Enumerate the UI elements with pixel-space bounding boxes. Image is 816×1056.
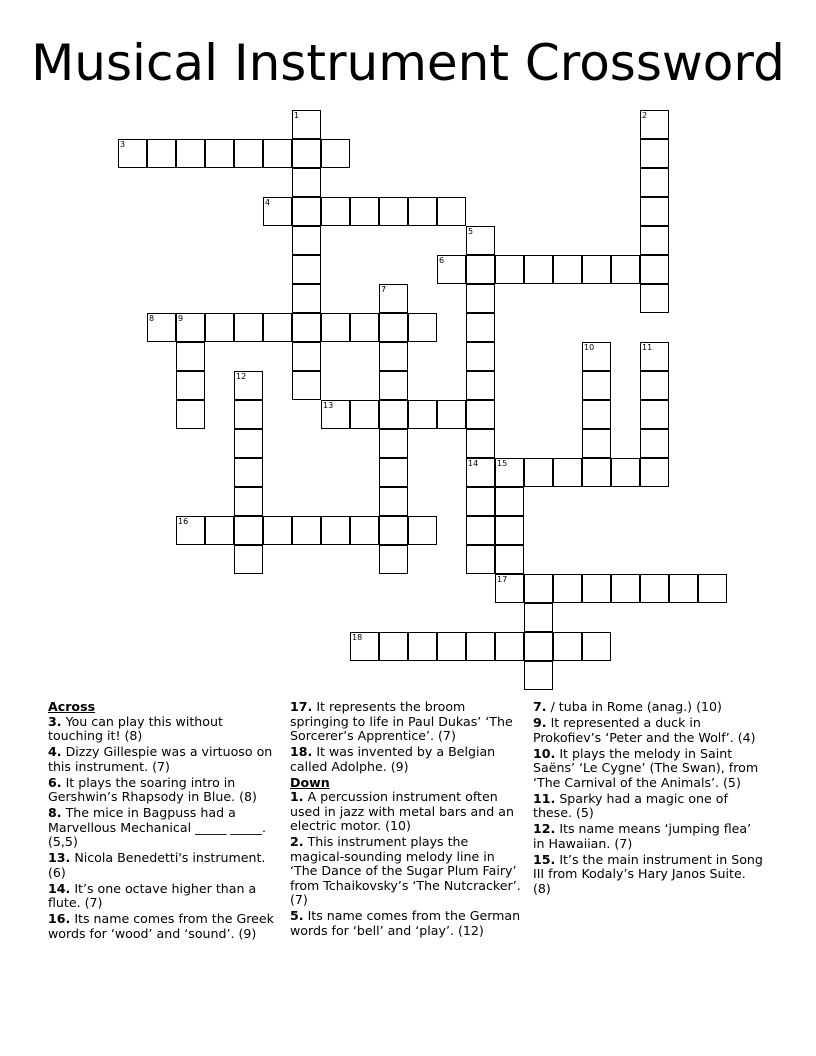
grid-cell[interactable] bbox=[292, 168, 321, 197]
grid-cell[interactable] bbox=[234, 371, 263, 400]
grid-cell[interactable] bbox=[466, 545, 495, 574]
clues-column-1 bbox=[48, 700, 280, 943]
across-clue: 16. Its name comes from the Greek words for ‘wood’ and ‘sound’. (9) bbox=[48, 911, 274, 941]
grid-cell[interactable] bbox=[205, 139, 234, 168]
grid-cell[interactable] bbox=[524, 574, 553, 603]
across-clue: 13. Nicola Benedetti's instrument. (6) bbox=[48, 850, 266, 880]
grid-cell[interactable] bbox=[350, 197, 379, 226]
grid-cell[interactable] bbox=[263, 516, 292, 545]
grid-cell[interactable] bbox=[176, 371, 205, 400]
grid-cell[interactable] bbox=[466, 487, 495, 516]
clue-number: 7 bbox=[381, 285, 387, 294]
grid-cell[interactable] bbox=[321, 139, 350, 168]
grid-cell[interactable] bbox=[611, 574, 640, 603]
grid-cell[interactable] bbox=[234, 516, 263, 545]
grid-cell[interactable] bbox=[640, 371, 669, 400]
grid-cell[interactable] bbox=[437, 197, 466, 226]
grid-cell[interactable] bbox=[640, 139, 669, 168]
grid-cell[interactable] bbox=[147, 139, 176, 168]
grid-cell[interactable] bbox=[524, 603, 553, 632]
grid-cell[interactable] bbox=[176, 139, 205, 168]
grid-cell[interactable] bbox=[524, 632, 553, 661]
grid-cell[interactable] bbox=[495, 458, 524, 487]
grid-cell[interactable] bbox=[350, 313, 379, 342]
grid-cell[interactable] bbox=[495, 545, 524, 574]
grid-cell[interactable] bbox=[437, 255, 466, 284]
grid-cell[interactable] bbox=[582, 255, 611, 284]
grid-cell[interactable] bbox=[408, 400, 437, 429]
grid-cell[interactable] bbox=[640, 255, 669, 284]
grid-cell[interactable] bbox=[669, 574, 698, 603]
down-clue: 12. Its name means ‘jumping flea’ in Hawaiian. (7) bbox=[533, 821, 752, 851]
clue-number: 4 bbox=[265, 198, 271, 207]
grid-cell[interactable] bbox=[292, 139, 321, 168]
grid-cell[interactable] bbox=[437, 632, 466, 661]
grid-cell[interactable] bbox=[698, 574, 727, 603]
grid-cell[interactable] bbox=[176, 342, 205, 371]
clue-number: 18 bbox=[352, 633, 363, 642]
clue-number: 17 bbox=[497, 575, 508, 584]
grid-cell[interactable] bbox=[582, 400, 611, 429]
down-clue: 15. It’s the main instrument in Song III from Kodaly’s Hary Janos Suite. (8) bbox=[533, 851, 763, 896]
grid-cell[interactable] bbox=[234, 458, 263, 487]
grid-cell[interactable] bbox=[379, 516, 408, 545]
grid-cell[interactable] bbox=[350, 516, 379, 545]
grid-cell[interactable] bbox=[176, 400, 205, 429]
grid-cell[interactable] bbox=[640, 458, 669, 487]
grid-cell[interactable] bbox=[205, 516, 234, 545]
grid-cell[interactable] bbox=[495, 632, 524, 661]
down-clue: 11. Sparky had a magic one of these. (5) bbox=[533, 790, 728, 820]
grid-cell[interactable] bbox=[176, 313, 205, 342]
grid-cell[interactable] bbox=[292, 197, 321, 226]
grid-cell[interactable] bbox=[321, 197, 350, 226]
down-clue: 10. It plays the melody in Saint Saëns’ ‘Le Cygne’ (The Swan), from ‘The Carnival of the Animals’. (5) bbox=[533, 745, 759, 790]
clue-number: 5 bbox=[468, 227, 474, 236]
grid-cell[interactable] bbox=[234, 487, 263, 516]
grid-cell[interactable] bbox=[640, 284, 669, 313]
grid-cell[interactable] bbox=[524, 661, 553, 690]
grid-cell[interactable] bbox=[176, 516, 205, 545]
grid-cell[interactable] bbox=[640, 197, 669, 226]
clue-number: 11 bbox=[642, 343, 653, 352]
down-clue: 9. It represented a duck in Prokofiev’s ‘Peter and the Wolf’. (4) bbox=[533, 715, 756, 745]
grid-cell[interactable] bbox=[234, 400, 263, 429]
clue-number: 3 bbox=[120, 140, 126, 149]
grid-cell[interactable] bbox=[350, 632, 379, 661]
grid-cell[interactable] bbox=[466, 226, 495, 255]
grid-cell[interactable] bbox=[466, 458, 495, 487]
grid-cell[interactable] bbox=[466, 400, 495, 429]
grid-cell[interactable] bbox=[321, 400, 350, 429]
clue-number: 10 bbox=[584, 343, 595, 352]
grid-cell[interactable] bbox=[234, 139, 263, 168]
clue-number: 16 bbox=[178, 517, 189, 526]
clue-number: 15 bbox=[497, 459, 508, 468]
grid-cell[interactable] bbox=[582, 574, 611, 603]
across-clue: 8. The mice in Bagpuss had a Marvellous Mechanical _____ _____. (5,5) bbox=[48, 805, 267, 849]
grid-cell[interactable] bbox=[379, 371, 408, 400]
grid-cell[interactable] bbox=[466, 429, 495, 458]
grid-cell[interactable] bbox=[611, 255, 640, 284]
grid-cell[interactable] bbox=[292, 371, 321, 400]
grid-cell[interactable] bbox=[234, 545, 263, 574]
grid-cell[interactable] bbox=[466, 342, 495, 371]
grid-cell[interactable] bbox=[524, 255, 553, 284]
across-clue: 14. It’s one octave higher than a flute. (7) bbox=[48, 880, 257, 910]
grid-cell[interactable] bbox=[379, 545, 408, 574]
grid-cell[interactable] bbox=[466, 255, 495, 284]
grid-cell[interactable] bbox=[379, 284, 408, 313]
grid-cell[interactable] bbox=[234, 313, 263, 342]
clues-column-3 bbox=[533, 700, 765, 898]
page-title: Musical Instrument Crossword bbox=[31, 34, 785, 92]
grid-cell[interactable] bbox=[379, 313, 408, 342]
grid-cell[interactable] bbox=[524, 458, 553, 487]
grid-cell[interactable] bbox=[495, 487, 524, 516]
grid-cell[interactable] bbox=[582, 371, 611, 400]
down-clue: 7. / tuba in Rome (anag.) (10) bbox=[533, 699, 722, 714]
across-clue: 6. It plays the soaring intro in Gershwin’s Rhapsody in Blue. (8) bbox=[48, 774, 257, 804]
grid-cell[interactable] bbox=[321, 516, 350, 545]
grid-cell[interactable] bbox=[437, 400, 466, 429]
grid-cell[interactable] bbox=[292, 516, 321, 545]
grid-cell[interactable] bbox=[379, 400, 408, 429]
across-clue: 3. You can play this without touching it! (8) bbox=[48, 713, 223, 743]
grid-cell[interactable] bbox=[640, 110, 669, 139]
grid-cell[interactable] bbox=[640, 342, 669, 371]
grid-cell[interactable] bbox=[466, 516, 495, 545]
grid-cell[interactable] bbox=[147, 313, 176, 342]
grid-cell[interactable] bbox=[379, 632, 408, 661]
grid-cell[interactable] bbox=[263, 313, 292, 342]
grid-cell[interactable] bbox=[466, 371, 495, 400]
grid-cell[interactable] bbox=[553, 458, 582, 487]
grid-cell[interactable] bbox=[408, 516, 437, 545]
grid-cell[interactable] bbox=[292, 284, 321, 313]
grid-cell[interactable] bbox=[553, 255, 582, 284]
grid-cell[interactable] bbox=[408, 313, 437, 342]
grid-cell[interactable] bbox=[466, 632, 495, 661]
grid-cell[interactable] bbox=[408, 632, 437, 661]
grid-cell[interactable] bbox=[466, 313, 495, 342]
across-clue: 4. Dizzy Gillespie was a virtuoso on this instrument. (7) bbox=[48, 744, 273, 774]
grid-cell[interactable] bbox=[234, 429, 263, 458]
grid-cell[interactable] bbox=[495, 574, 524, 603]
grid-cell[interactable] bbox=[582, 429, 611, 458]
grid-cell[interactable] bbox=[205, 313, 234, 342]
clue-number: 9 bbox=[178, 314, 184, 323]
down-clue: 2. This instrument plays the magical-sounding melody line in ‘The Dance of the Sugar Plum Fairy’ from Tchaikovsky’s ‘The Nutcracker’. (7) bbox=[290, 834, 521, 907]
grid-cell[interactable] bbox=[379, 429, 408, 458]
clue-number: 1 bbox=[294, 111, 300, 120]
across-clue: 17. It represents the broom springing to life in Paul Dukas’ ‘The Sorcerer’s Apprentice’. (7) bbox=[290, 699, 513, 743]
grid-cell[interactable] bbox=[582, 458, 611, 487]
across-clue: 18. It was invented by a Belgian called Adolphe. (9) bbox=[290, 744, 496, 774]
grid-cell[interactable] bbox=[466, 284, 495, 313]
grid-cell[interactable] bbox=[292, 255, 321, 284]
grid-cell[interactable] bbox=[263, 139, 292, 168]
clue-number: 6 bbox=[439, 256, 445, 265]
grid-cell[interactable] bbox=[292, 342, 321, 371]
grid-cell[interactable] bbox=[640, 400, 669, 429]
clue-number: 2 bbox=[642, 111, 648, 120]
clue-number: 13 bbox=[323, 401, 334, 410]
grid-cell[interactable] bbox=[611, 458, 640, 487]
clue-number: 8 bbox=[149, 314, 155, 323]
clues-column-2 bbox=[290, 700, 522, 940]
grid-cell[interactable] bbox=[640, 574, 669, 603]
grid-cell[interactable] bbox=[582, 632, 611, 661]
grid-cell[interactable] bbox=[379, 342, 408, 371]
grid-cell[interactable] bbox=[292, 313, 321, 342]
grid-cell[interactable] bbox=[495, 516, 524, 545]
grid-cell[interactable] bbox=[292, 226, 321, 255]
down-clue: 1. A percussion instrument often used in jazz with metal bars and an electric motor. (10) bbox=[290, 789, 514, 833]
down-clue: 5. Its name comes from the German words for ‘bell’ and ‘play’. (12) bbox=[290, 908, 521, 938]
grid-cell[interactable] bbox=[263, 197, 292, 226]
grid-cell[interactable] bbox=[640, 226, 669, 255]
grid-cell[interactable] bbox=[350, 400, 379, 429]
grid-cell[interactable] bbox=[640, 429, 669, 458]
clue-number: 14 bbox=[468, 459, 479, 468]
grid-cell[interactable] bbox=[379, 197, 408, 226]
grid-cell[interactable] bbox=[495, 255, 524, 284]
grid-cell[interactable] bbox=[640, 168, 669, 197]
grid-cell[interactable] bbox=[408, 197, 437, 226]
grid-cell[interactable] bbox=[379, 458, 408, 487]
grid-cell[interactable] bbox=[379, 487, 408, 516]
grid-cell[interactable] bbox=[553, 574, 582, 603]
across-heading: Across bbox=[48, 699, 96, 714]
clue-number: 12 bbox=[236, 372, 247, 381]
down-heading: Down bbox=[290, 774, 330, 790]
grid-cell[interactable] bbox=[118, 139, 147, 168]
grid-cell[interactable] bbox=[582, 342, 611, 371]
grid-cell[interactable] bbox=[553, 632, 582, 661]
grid-cell[interactable] bbox=[321, 313, 350, 342]
grid-cell[interactable] bbox=[292, 110, 321, 139]
